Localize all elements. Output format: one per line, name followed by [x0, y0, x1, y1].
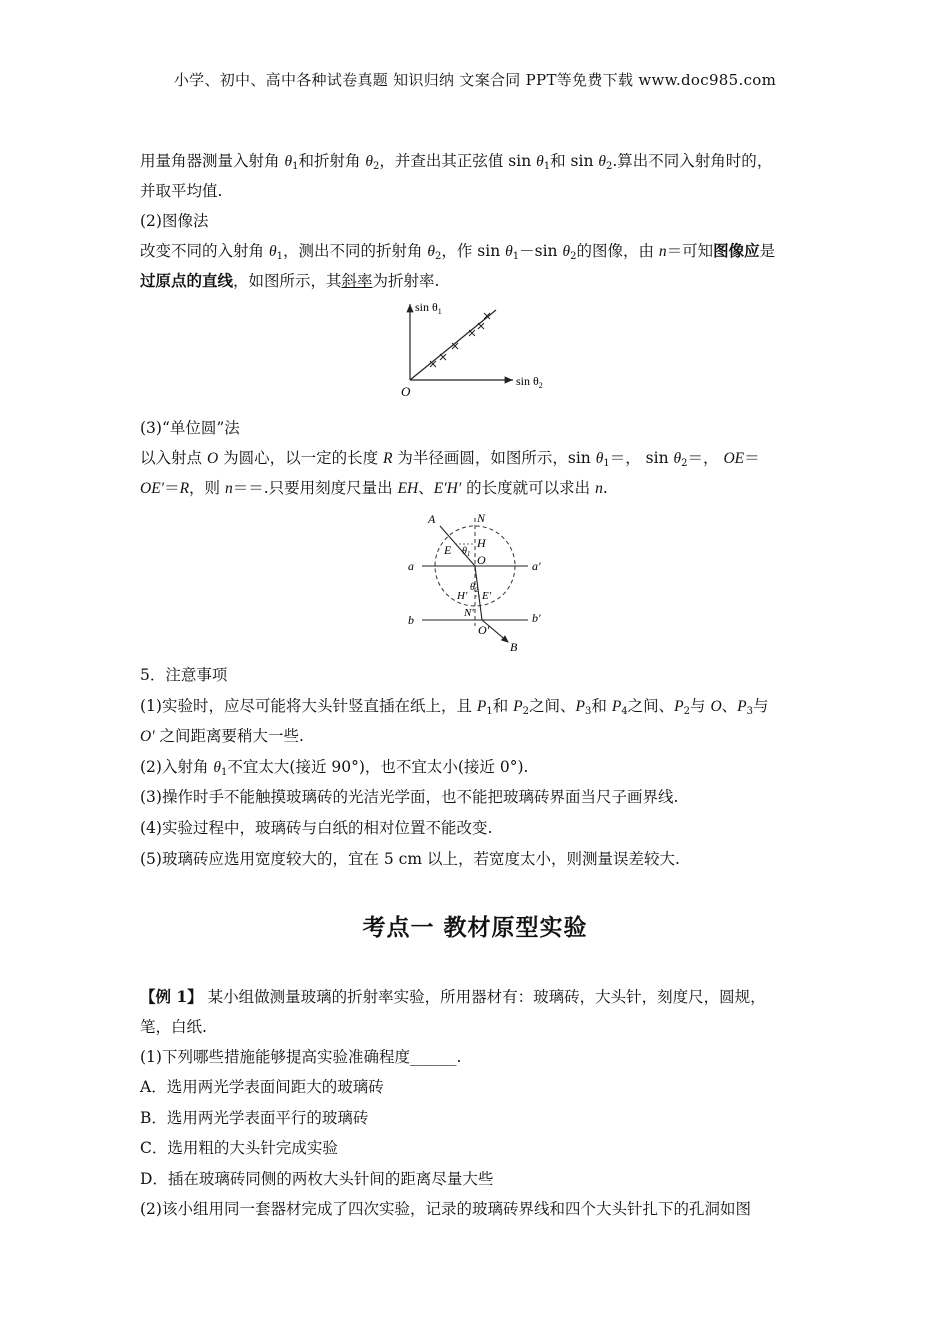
unit-circle-diagram — [400, 508, 550, 656]
label-a: a — [408, 559, 414, 573]
precaution-1-line-1: (1)实验时，应尽可能将大头针竖直插在纸上，且 $P_1$和 $P_2$之间、$P_3$和 $P_4$之间、$P_2$与 O、$P_3$与 — [140, 697, 769, 717]
unit-circle-line-1: 以入射点 O 为圆心，以一定的长度 R 为半径画圆，如图所示，$\sin \theta_1=$， $\sin \theta_2=$， OE＝ — [140, 449, 760, 469]
example-1-line-1: 【例 1】 某小组做测量玻璃的折射率实验，所用器材有：玻璃砖，大头针，刻度尺，圆规， — [140, 987, 766, 1006]
section-title: 考点一 教材原型实验 — [362, 914, 588, 941]
label-H: H — [477, 536, 486, 550]
label-E-prime: E′ — [482, 590, 492, 602]
example-1-line-2: 笔，白纸. — [140, 1018, 207, 1036]
label-N-prime: N′ — [464, 607, 474, 619]
sine-graph-figure — [398, 298, 558, 400]
label-b-prime: b′ — [532, 611, 541, 625]
method-paragraph-line-2: 并取平均值. — [140, 182, 223, 200]
label-O: O — [477, 553, 486, 567]
x-axis-label: $\sin \theta_2$ — [516, 374, 543, 390]
option-d: D．插在玻璃砖同侧的两枚大头针间的距离尽量大些 — [140, 1170, 494, 1188]
precaution-4: (4)实验过程中，玻璃砖与白纸的相对位置不能改变. — [140, 819, 493, 837]
label-E: E — [444, 543, 452, 557]
unit-circle-line-2: OE′＝R，则 n＝＝.只要用刻度尺量出 EH、E′H′ 的长度就可以求出 n. — [140, 479, 608, 497]
precautions-heading: 5．注意事项 — [140, 666, 228, 684]
label-a-prime: a′ — [532, 559, 541, 573]
label-A: A — [428, 512, 436, 526]
label-theta1: $\theta_1$ — [462, 546, 471, 558]
precaution-2: (2)入射角 $\theta_1$不宜太大(接近 90°)，也不宜太小(接近 0°). — [140, 758, 529, 778]
graph-method-line-2: 过原点的直线，如图所示，其斜率为折射率. — [140, 271, 440, 290]
precaution-3: (3)操作时手不能触摸玻璃砖的光洁光学面，也不能把玻璃砖界面当尺子画界线. — [140, 788, 679, 806]
method-paragraph-line-1: 用量角器测量入射角 $\theta_1$和折射角 $\theta_2$，并查出其正弦值 $\sin \theta_1$和 $\sin \theta_2$.算出不同入射角时的， — [140, 152, 773, 172]
option-a: A．选用两光学表面间距大的玻璃砖 — [140, 1078, 384, 1096]
graph-method-heading: (2)图像法 — [140, 212, 209, 230]
label-N: N — [477, 511, 486, 525]
option-b: B．选用两光学表面平行的玻璃砖 — [140, 1109, 369, 1127]
precaution-1-line-2: O′ 之间距离要稍大一些. — [140, 727, 304, 745]
page-header: 小学、初中、高中各种试卷真题 知识归纳 文案合同 PPT等免费下载 www.doc985.com — [173, 71, 777, 89]
origin-label: O — [401, 384, 411, 399]
fit-line — [410, 310, 496, 380]
y-axis-label: $\sin \theta_1$ — [415, 300, 442, 316]
question-2: (2)该小组用同一套器材完成了四次实验，记录的玻璃砖界线和四个大头针扎下的孔洞如图 — [140, 1200, 751, 1218]
option-c: C．选用粗的大头针完成实验 — [140, 1139, 338, 1157]
precaution-5: (5)玻璃砖应选用宽度较大的，宜在 5 cm 以上，若宽度太小，则测量误差较大. — [140, 850, 680, 868]
label-H-prime: H′ — [457, 590, 468, 602]
question-1: (1)下列哪些措施能够提高实验准确程度______. — [140, 1048, 462, 1066]
unit-circle-heading: (3)“单位圆”法 — [140, 419, 240, 437]
label-B: B — [510, 640, 518, 654]
label-O-prime: O′ — [478, 623, 490, 637]
label-theta2: $\theta_2$ — [470, 582, 479, 594]
graph-method-line-1: 改变不同的入射角 $\theta_1$，测出不同的折射角 $\theta_2$，作 $\sin \theta_1-\sin$ $\theta_2$的图像，由 n＝可知图像应是 — [140, 241, 776, 262]
label-b: b — [408, 613, 414, 627]
